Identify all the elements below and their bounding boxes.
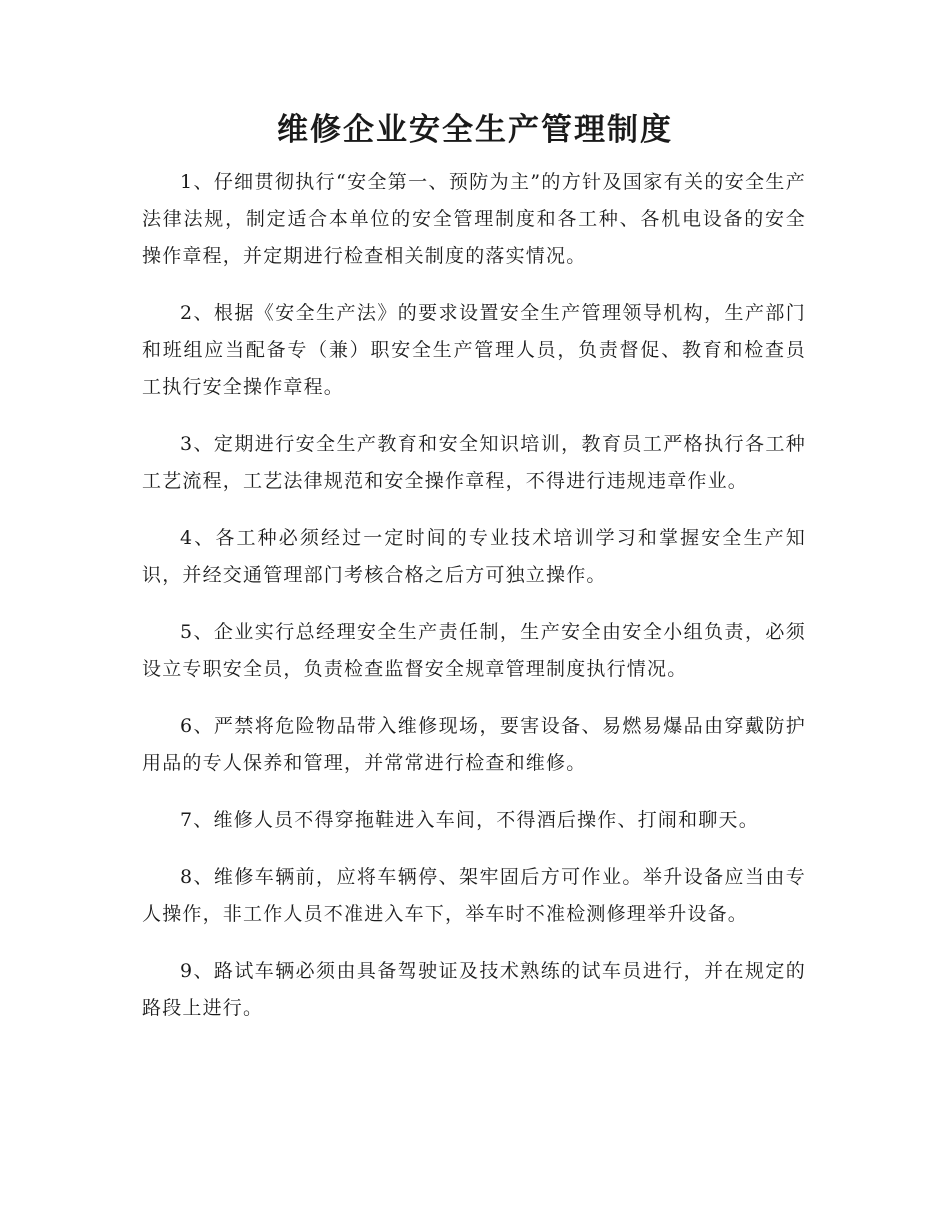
clause-item: 7、维修人员不得穿拖鞋进入车间，不得酒后操作、打闹和聊天。 [180,809,759,831]
clause-item: 8、维修车辆前，应将车辆停、架牢固后方可作业。举升设备应当由专人操作，非工作人员不准进入车下，举车时不准检测修理举升设备。 [142,866,806,925]
clause-item: 1、仔细贯彻执行“安全第一、预防为主”的方针及国家有关的安全生产法律法规，制定适合本单位的安全管理制度和各工种、各机电设备的安全操作章程，并定期进行检查相关制度的落实情况。 [142,171,806,267]
clause-item: 3、定期进行安全生产教育和安全知识培训，教育员工严格执行各工种工艺流程，工艺法律规范和安全操作章程，不得进行违规违章作业。 [142,433,806,492]
clause-list [142,164,806,1047]
clause-item: 2、根据《安全生产法》的要求设置安全生产管理领导机构，生产部门和班组应当配备专（兼）职安全生产管理人员，负责督促、教育和检查员工执行安全操作章程。 [142,302,806,398]
document-title: 维修企业安全生产管理制度 [277,112,673,148]
clause-item: 6、严禁将危险物品带入维修现场，要害设备、易燃易爆品由穿戴防护用品的专人保养和管理，并常常进行检查和维修。 [142,715,806,774]
clause-item: 9、路试车辆必须由具备驾驶证及技术熟练的试车员进行，并在规定的路段上进行。 [142,960,806,1019]
clause-item: 5、企业实行总经理安全生产责任制，生产安全由安全小组负责，必须设立专职安全员，负责检查监督安全规章管理制度执行情况。 [142,621,806,680]
clause-item: 4、各工种必须经过一定时间的专业技术培训学习和掌握安全生产知识，并经交通管理部门考核合格之后方可独立操作。 [142,527,806,586]
